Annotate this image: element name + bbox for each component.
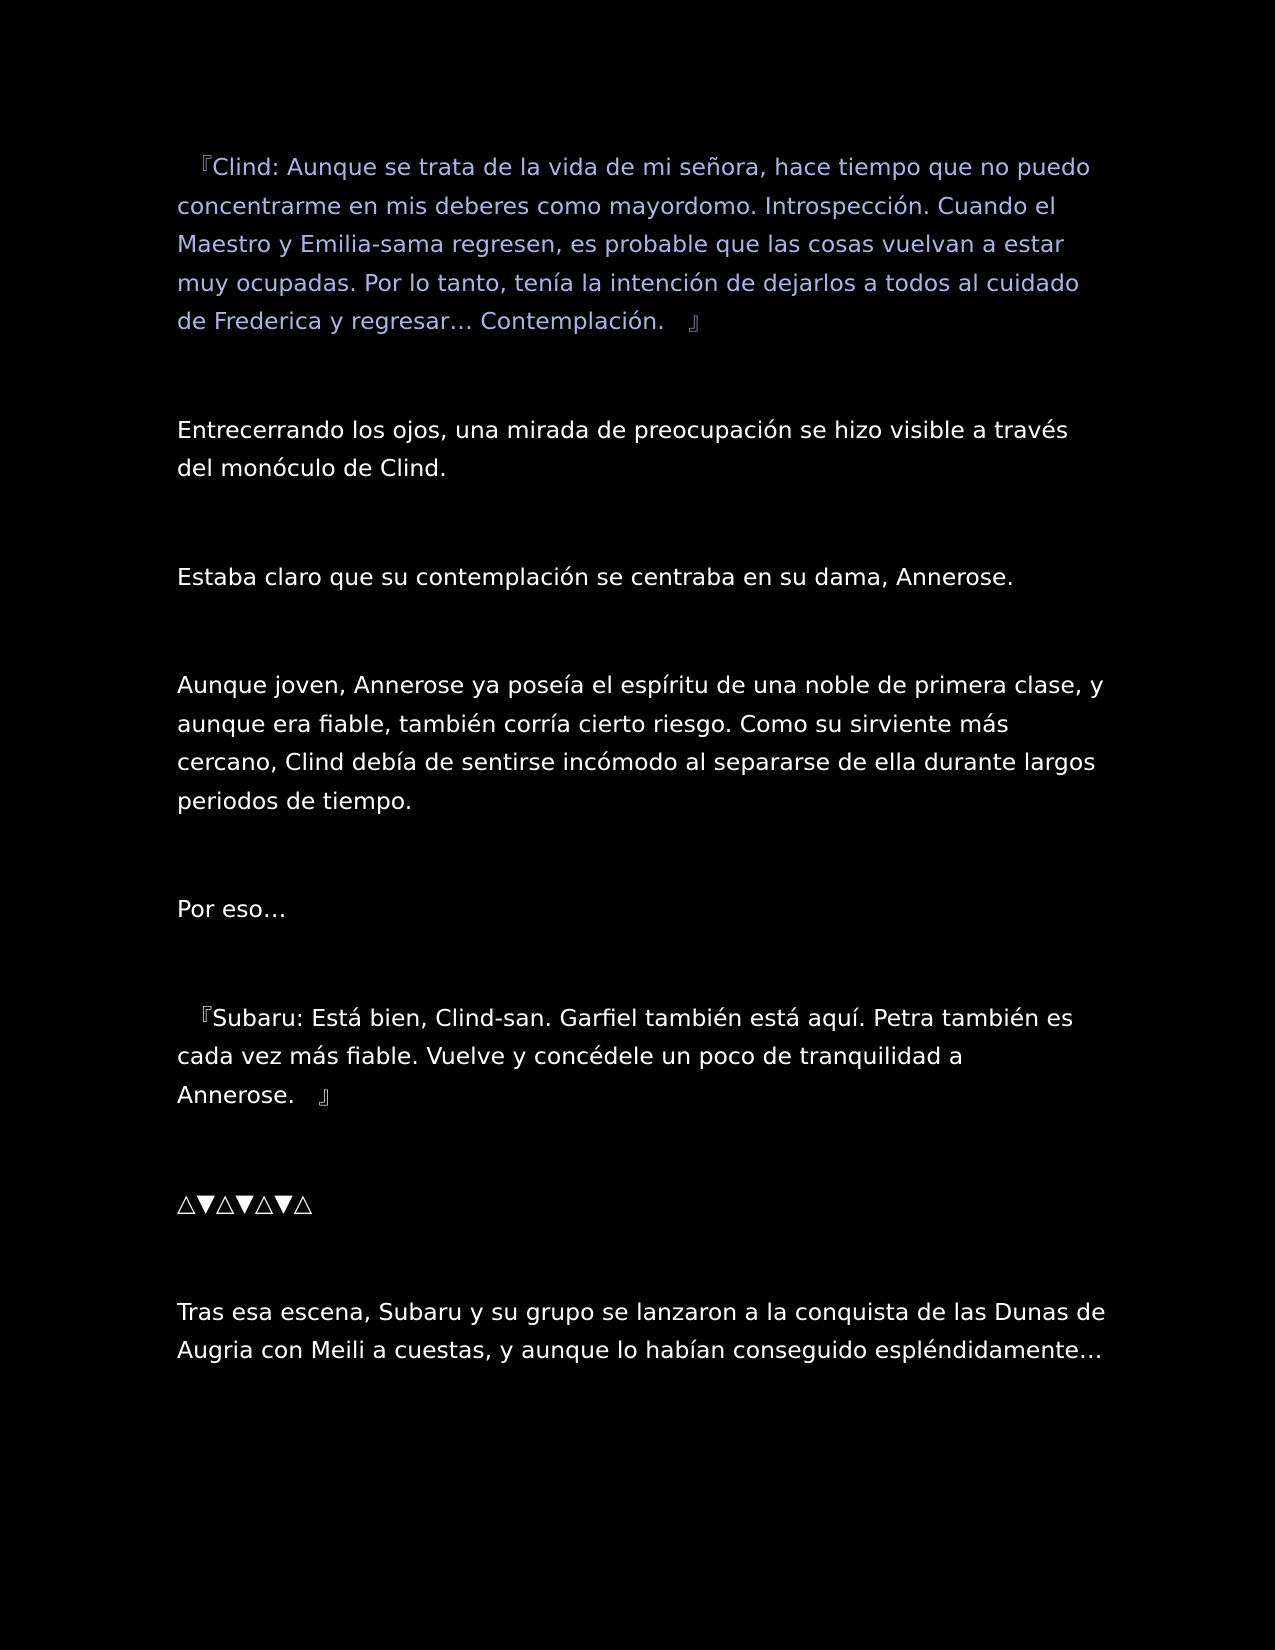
scene-divider: △▼△▼△▼△ (177, 1189, 314, 1217)
narration-paragraph-monocle: Entrecerrando los ojos, una mirada de preocupación se hizo visible a través del monóculo de Clind. (177, 415, 1069, 482)
subaru-dialogue-paragraph: 『Subaru: Está bien, Clind-san. Garfiel también está aquí. Petra también es cada vez más fiable. Vuelve y concédele un poco de tranquilidad a Annerose. 』 (177, 1003, 1074, 1109)
narration-paragraph-por-eso: Por eso… (177, 895, 287, 923)
narration-paragraph-annerose: Estaba claro que su contemplación se centraba en su dama, Annerose. (177, 562, 1014, 591)
clind-dialogue-paragraph: 『Clind: Aunque se trata de la vida de mi señora, hace tiempo que no puedo concentrarme en mis deberes como mayordomo. Introspección. Cuando el Maestro y Emilia-sama regresen, es probable que las cosas vuelvan a estar muy ocupadas. Por lo tanto, tenía la intención de dejarlos a todos al cuidado de Frederica y regresar… Contemplación. 』 (177, 153, 1091, 335)
narration-paragraph-servant: Aunque joven, Annerose ya poseía el espíritu de una noble de primera clase, y aunque era fiable, también corría cierto riesgo. Como su sirviente más cercano, Clind debía de sentirse incómodo al separarse de ella durante largos periodos de tiempo. (177, 671, 1104, 815)
narration-paragraph-dunas: Tras esa escena, Subaru y su grupo se lanzaron a la conquista de las Dunas de Augria con Meili a cuestas, y aunque lo habían conseguido espléndidamente… (177, 1297, 1106, 1364)
document-body (177, 148, 1107, 1370)
